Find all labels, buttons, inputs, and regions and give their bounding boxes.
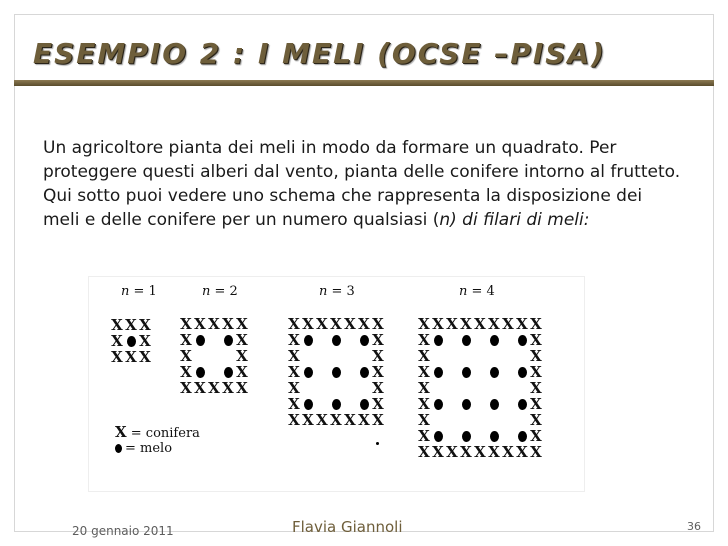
conifer-mark: X — [530, 427, 542, 445]
empty-cell — [473, 429, 487, 443]
conifer-mark: X — [358, 411, 370, 429]
title-underline — [14, 80, 714, 86]
empty-cell — [445, 413, 459, 427]
apple-tree-dot — [515, 333, 529, 347]
conifer-mark: X — [316, 411, 328, 429]
apple-dot-icon — [518, 335, 527, 346]
apple-tree-dot — [431, 333, 445, 347]
n-variable: n — [121, 284, 130, 299]
apple-dot-icon — [490, 367, 499, 378]
conifer-mark: X — [432, 443, 444, 461]
panel-label-n3 — [319, 284, 355, 299]
conifer-mark: X — [288, 379, 300, 397]
apple-dot-icon — [224, 367, 233, 378]
apple-tree-dot — [301, 397, 315, 411]
conifer-mark: X — [194, 315, 206, 333]
empty-cell — [515, 413, 529, 427]
empty-cell — [445, 365, 459, 379]
empty-cell — [445, 381, 459, 395]
apple-tree-dot — [301, 333, 315, 347]
orchard-grid-n2 — [179, 317, 249, 395]
conifer-symbol: X — [115, 423, 127, 441]
conifer-mark: X — [530, 347, 542, 365]
conifer-mark: X — [236, 363, 248, 381]
apple-dot-icon — [360, 399, 369, 410]
empty-cell — [501, 381, 515, 395]
empty-cell — [501, 333, 515, 347]
panel-label-n1 — [121, 284, 157, 299]
conifer-mark: X — [432, 315, 444, 333]
empty-cell — [357, 349, 371, 363]
apple-dot-icon — [462, 335, 471, 346]
orchard-grid-n4 — [417, 317, 543, 459]
apple-tree-dot — [459, 429, 473, 443]
empty-cell — [301, 381, 315, 395]
conifer-mark: X — [530, 379, 542, 397]
apple-tree-dot — [431, 365, 445, 379]
conifer-mark: X — [288, 315, 300, 333]
apple-dot-icon — [115, 444, 122, 453]
empty-cell — [473, 397, 487, 411]
conifer-mark: X — [180, 347, 192, 365]
empty-cell — [315, 397, 329, 411]
empty-cell — [501, 413, 515, 427]
empty-cell — [445, 397, 459, 411]
problem-text-emphasis: n) di filari di meli: — [439, 210, 590, 230]
conifer-mark: X — [418, 331, 430, 349]
conifer-mark: X — [372, 315, 384, 333]
apple-tree-dot — [357, 365, 371, 379]
footer-author: Flavia Giannoli — [292, 518, 403, 536]
empty-cell — [515, 381, 529, 395]
empty-cell — [473, 381, 487, 395]
apple-dot-icon — [462, 399, 471, 410]
apple-dot-icon — [490, 335, 499, 346]
conifer-mark: X — [418, 363, 430, 381]
conifer-mark: X — [446, 443, 458, 461]
conifer-mark: X — [418, 315, 430, 333]
n-variable: n — [459, 284, 468, 299]
empty-cell — [431, 349, 445, 363]
conifer-mark: X — [372, 347, 384, 365]
apple-dot-icon — [332, 367, 341, 378]
conifer-mark: X — [460, 443, 472, 461]
conifer-mark: X — [474, 443, 486, 461]
n-equals: = 2 — [210, 284, 238, 299]
conifer-mark: X — [302, 315, 314, 333]
conifer-mark: X — [288, 347, 300, 365]
n-equals: = 4 — [467, 284, 495, 299]
apple-tree-dot — [459, 333, 473, 347]
apple-tree-dot — [221, 365, 235, 379]
empty-cell — [515, 349, 529, 363]
apple-tree-dot — [124, 334, 138, 348]
legend-conifer — [115, 423, 200, 441]
apple-dot-icon — [490, 431, 499, 442]
apple-tree-dot — [459, 365, 473, 379]
apple-tree-dot — [329, 397, 343, 411]
apple-dot-icon — [332, 335, 341, 346]
apple-dot-icon — [224, 335, 233, 346]
apple-tree-dot — [487, 333, 501, 347]
apple-dot-icon — [127, 336, 136, 347]
conifer-mark: X — [530, 395, 542, 413]
conifer-mark: X — [180, 363, 192, 381]
apple-tree-dot — [459, 397, 473, 411]
conifer-mark: X — [418, 395, 430, 413]
empty-cell — [221, 349, 235, 363]
conifer-mark: X — [344, 315, 356, 333]
empty-cell — [329, 381, 343, 395]
empty-cell — [473, 349, 487, 363]
apple-dot-icon — [518, 431, 527, 442]
conifer-mark: X — [474, 315, 486, 333]
conifer-mark: X — [180, 379, 192, 397]
conifer-mark: X — [446, 315, 458, 333]
legend-apple — [115, 441, 172, 456]
empty-cell — [473, 413, 487, 427]
empty-cell — [459, 413, 473, 427]
empty-cell — [459, 381, 473, 395]
conifer-mark: X — [530, 443, 542, 461]
conifer-mark: X — [208, 315, 220, 333]
empty-cell — [207, 349, 221, 363]
n-variable: n — [319, 284, 328, 299]
empty-cell — [329, 349, 343, 363]
conifer-mark: X — [236, 331, 248, 349]
conifer-mark: X — [236, 347, 248, 365]
empty-cell — [445, 333, 459, 347]
legend-apple-text: = melo — [125, 441, 173, 456]
problem-text-main: Un agricoltore pianta dei meli in modo da formare un quadrato. Per proteggere questi alberi dal vento, pianta delle conifere intorno al frutteto. Qui sotto puoi vedere uno schema che rappresenta la disposizione dei meli e delle conifere per un numero qualsiasi ( — [43, 138, 681, 230]
empty-cell — [343, 349, 357, 363]
apple-dot-icon — [490, 399, 499, 410]
n-equals: = 1 — [129, 284, 157, 299]
apple-tree-dot — [515, 365, 529, 379]
stray-dot — [376, 442, 379, 445]
apple-dot-icon — [434, 431, 443, 442]
conifer-mark: X — [208, 379, 220, 397]
apple-dot-icon — [518, 367, 527, 378]
apple-tree-dot — [487, 397, 501, 411]
conifer-mark: X — [516, 315, 528, 333]
apple-dot-icon — [518, 399, 527, 410]
slide-title: ESEMPIO 2 : I MELI (OCSE –PISA) — [33, 37, 606, 70]
conifer-mark: X — [330, 315, 342, 333]
conifer-mark: X — [372, 395, 384, 413]
empty-cell — [431, 381, 445, 395]
empty-cell — [343, 397, 357, 411]
n-variable: n — [202, 284, 211, 299]
conifer-mark: X — [180, 315, 192, 333]
conifer-mark: X — [372, 331, 384, 349]
conifer-mark: X — [236, 379, 248, 397]
conifer-mark: X — [236, 315, 248, 333]
apple-tree-dot — [515, 397, 529, 411]
panel-label-n4 — [459, 284, 495, 299]
apple-dot-icon — [196, 367, 205, 378]
conifer-mark: X — [516, 443, 528, 461]
orchard-grid-n3 — [287, 317, 385, 427]
footer-date: 20 gennaio 2011 — [72, 524, 174, 538]
conifer-mark: X — [372, 379, 384, 397]
apple-tree-dot — [357, 397, 371, 411]
apple-dot-icon — [304, 399, 313, 410]
empty-cell — [343, 365, 357, 379]
conifer-mark: X — [344, 411, 356, 429]
empty-cell — [501, 349, 515, 363]
empty-cell — [445, 349, 459, 363]
conifer-mark: X — [460, 315, 472, 333]
apple-dot-icon — [360, 367, 369, 378]
apple-tree-dot — [487, 429, 501, 443]
apple-tree-dot — [515, 429, 529, 443]
conifer-mark: X — [222, 379, 234, 397]
conifer-mark: X — [125, 316, 137, 334]
apple-tree-dot — [329, 365, 343, 379]
conifer-mark: X — [502, 443, 514, 461]
empty-cell — [487, 413, 501, 427]
empty-cell — [445, 429, 459, 443]
empty-cell — [487, 381, 501, 395]
conifer-mark: X — [418, 347, 430, 365]
apple-tree-dot — [431, 397, 445, 411]
apple-dot-icon — [304, 367, 313, 378]
empty-cell — [315, 349, 329, 363]
apple-dot-icon — [304, 335, 313, 346]
apple-tree-dot — [221, 333, 235, 347]
conifer-mark: X — [194, 379, 206, 397]
apple-tree-dot — [357, 333, 371, 347]
empty-cell — [207, 365, 221, 379]
conifer-mark: X — [288, 363, 300, 381]
conifer-mark: X — [302, 411, 314, 429]
conifer-mark: X — [125, 348, 137, 366]
empty-cell — [487, 349, 501, 363]
conifer-mark: X — [418, 443, 430, 461]
empty-cell — [315, 333, 329, 347]
conifer-mark: X — [418, 427, 430, 445]
conifer-mark: X — [372, 411, 384, 429]
apple-tree-dot — [431, 429, 445, 443]
empty-cell — [315, 381, 329, 395]
apple-dot-icon — [462, 367, 471, 378]
problem-text — [43, 136, 683, 232]
apple-dot-icon — [360, 335, 369, 346]
conifer-mark: X — [530, 363, 542, 381]
conifer-mark: X — [358, 315, 370, 333]
conifer-mark: X — [288, 331, 300, 349]
apple-dot-icon — [332, 399, 341, 410]
empty-cell — [301, 349, 315, 363]
empty-cell — [343, 381, 357, 395]
conifer-mark: X — [418, 379, 430, 397]
conifer-mark: X — [372, 363, 384, 381]
n-equals: = 3 — [327, 284, 355, 299]
conifer-mark: X — [180, 331, 192, 349]
apple-tree-dot — [487, 365, 501, 379]
conifer-mark: X — [418, 411, 430, 429]
empty-cell — [501, 365, 515, 379]
empty-cell — [473, 333, 487, 347]
conifer-mark: X — [488, 443, 500, 461]
orchard-figure — [88, 276, 585, 492]
conifer-mark: X — [288, 411, 300, 429]
conifer-mark: X — [530, 315, 542, 333]
conifer-mark: X — [502, 315, 514, 333]
empty-cell — [501, 397, 515, 411]
conifer-mark: X — [111, 348, 123, 366]
conifer-mark: X — [222, 315, 234, 333]
empty-cell — [193, 349, 207, 363]
conifer-mark: X — [139, 316, 151, 334]
apple-dot-icon — [434, 335, 443, 346]
conifer-mark: X — [139, 332, 151, 350]
apple-tree-dot — [329, 333, 343, 347]
apple-tree-dot — [301, 365, 315, 379]
conifer-mark: X — [530, 411, 542, 429]
empty-cell — [315, 365, 329, 379]
empty-cell — [343, 333, 357, 347]
empty-cell — [357, 381, 371, 395]
empty-cell — [459, 349, 473, 363]
conifer-mark: X — [488, 315, 500, 333]
legend-conifer-text: = conifera — [126, 426, 200, 441]
empty-cell — [473, 365, 487, 379]
orchard-grid-n1 — [110, 318, 152, 364]
apple-tree-dot — [193, 333, 207, 347]
conifer-mark: X — [530, 331, 542, 349]
conifer-mark: X — [288, 395, 300, 413]
empty-cell — [207, 333, 221, 347]
conifer-mark: X — [316, 315, 328, 333]
conifer-mark: X — [330, 411, 342, 429]
apple-dot-icon — [196, 335, 205, 346]
empty-cell — [501, 429, 515, 443]
panel-label-n2 — [202, 284, 238, 299]
apple-dot-icon — [434, 399, 443, 410]
empty-cell — [431, 413, 445, 427]
apple-dot-icon — [434, 367, 443, 378]
apple-tree-dot — [193, 365, 207, 379]
conifer-mark: X — [111, 316, 123, 334]
slide-number: 36 — [687, 520, 701, 533]
conifer-mark: X — [139, 348, 151, 366]
conifer-mark: X — [111, 332, 123, 350]
apple-dot-icon — [462, 431, 471, 442]
